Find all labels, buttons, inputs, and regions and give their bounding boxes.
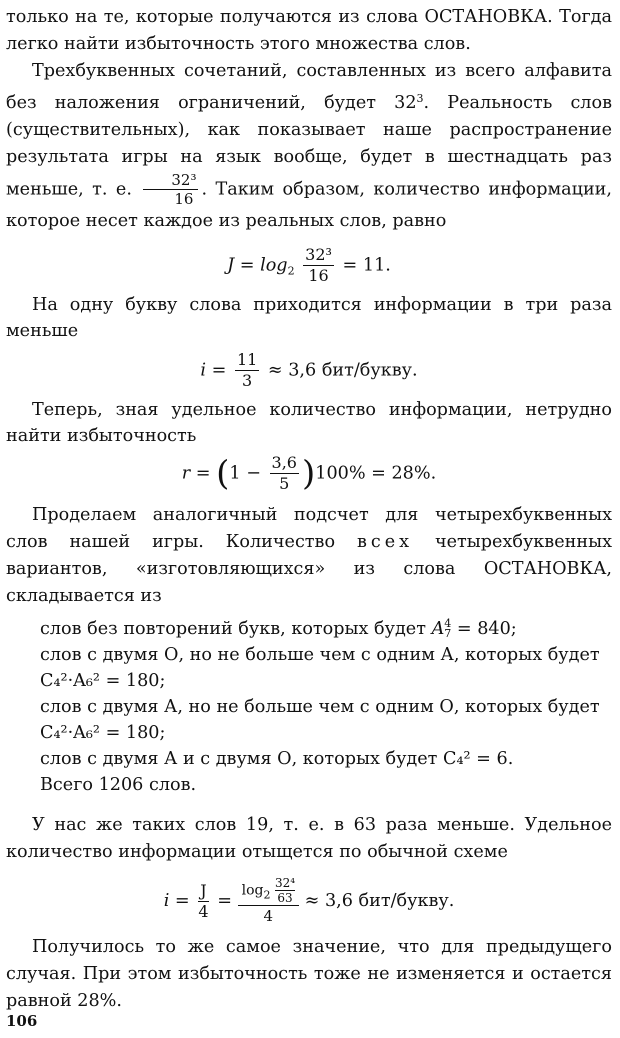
- formula-4-numerator-1: J: [200, 880, 207, 900]
- formula-4-inner-fraction: [275, 876, 295, 905]
- formula-4-inner-denominator: 63: [277, 891, 293, 905]
- formula-4-equals: =: [217, 891, 233, 911]
- formula-2-fraction: [235, 350, 259, 391]
- list-item-4-text: слов с двумя А и с двумя О, которых будет: [40, 749, 438, 769]
- formula-four-letter: [6, 876, 612, 926]
- formula-2-rhs: ≈ 3,6 бит/букву.: [267, 360, 418, 381]
- list-item-1-sup: 4: [444, 617, 452, 630]
- paragraph-7: Получилось то же самое значение, что для предыдущего случая. При этом избыточность тоже не изменяется и остается равной 28%.: [6, 937, 612, 1011]
- formula-4-lhs: i =: [163, 891, 190, 911]
- formula-3-lhs: r =: [181, 463, 211, 484]
- formula-information: [6, 245, 612, 286]
- formula-4-fraction-2: [238, 876, 299, 926]
- formula-1-denominator: 16: [308, 266, 329, 285]
- list-item-3-expr: C₄²·A₆² = 180;: [40, 723, 166, 743]
- variants-list: [6, 616, 612, 798]
- list-item-1-text: слов без повторений букв, которых будет: [40, 619, 426, 639]
- list-item-3-text: слов с двумя А, но не больше чем с одним О, которых будет: [40, 697, 600, 717]
- paragraph-4: Теперь, зная удельное количество информации, нетрудно найти избыточность: [6, 400, 612, 446]
- paragraph-3: На одну букву слова приходится информации в три раза меньше: [6, 295, 612, 341]
- list-item-3: [40, 694, 612, 746]
- cube-exponent: 3: [416, 92, 424, 105]
- formula-1-fraction: [303, 245, 334, 286]
- formula-1-rhs: = 11.: [342, 255, 391, 276]
- list-item-2-expr: C₄²·A₆² = 180;: [40, 671, 166, 691]
- formula-1-numerator: 32³: [305, 245, 332, 264]
- paragraph-5-part-a: Проделаем аналогичный подсчет для четырехбуквенных слов нашей игры. Количество: [6, 505, 612, 552]
- list-item-1-sub: 7: [444, 627, 452, 640]
- paragraph-5: [6, 502, 612, 610]
- formula-4-inner-numerator: 32⁴: [274, 876, 296, 890]
- list-item-5: Всего 1206 слов.: [40, 775, 197, 795]
- formula-4-denominator-2: 4: [263, 907, 274, 925]
- list-item-2-text: слов с двумя О, но не больше чем с одним А, которых будет: [40, 645, 600, 665]
- formula-4-fraction-1: [198, 881, 208, 922]
- formula-4-denominator-1: 4: [198, 901, 209, 921]
- formula-3-one: 1 −: [229, 463, 261, 484]
- formula-1-lhs: J = log: [227, 255, 288, 276]
- inline-fraction-numerator: 32³: [143, 171, 198, 190]
- paragraph-5-part-b: четырехбуквенных вариантов, «изготовляющихся» из слова ОСТАНОВКА, складывается из: [6, 532, 612, 606]
- formula-4-numerator-2: [238, 876, 299, 906]
- page-number: 106: [6, 1012, 38, 1030]
- paragraph-2-part-c: . Таким образом, количество информации, которое несет каждое из реальных слов, равно: [6, 179, 612, 231]
- inline-fraction: [143, 171, 198, 208]
- inline-fraction-denominator: 16: [174, 190, 194, 208]
- formula-2-denominator: 3: [242, 371, 253, 390]
- formula-per-letter: [6, 350, 612, 391]
- formula-2-numerator: 11: [236, 350, 258, 369]
- formula-4-base: 2: [263, 888, 271, 902]
- paragraph-2-part-a: Трехбуквенных сочетаний, составленных из всего алфавита без наложения ограничений, будет 32: [6, 61, 612, 113]
- formula-3-rhs: 100% = 28%.: [315, 463, 437, 484]
- formula-3-fraction: [270, 453, 299, 494]
- list-item-2: [40, 642, 612, 694]
- list-item-4: [40, 746, 612, 772]
- left-paren: (: [216, 453, 230, 494]
- formula-3-numerator: 3,6: [271, 453, 297, 472]
- list-item-4-expr: C₄² = 6.: [443, 749, 514, 769]
- list-item-1-value: = 840;: [456, 619, 517, 639]
- paragraph-2-part-b: . Реальность слов (существительных), как показывает наше распространение результата игры на язык вообще, будет в шестнадцать раз меньше, т. е.: [6, 93, 612, 200]
- list-item-1-symbol: A: [431, 619, 445, 639]
- paragraph-2: [6, 58, 612, 235]
- formula-3-denominator: 5: [279, 474, 290, 493]
- paragraph-6: У нас же таких слов 19, т. е. в 63 раза меньше. Удельное количество информации отыщется по обычной схеме: [6, 815, 612, 862]
- formula-1-base: 2: [287, 264, 295, 278]
- spaced-word: всех: [356, 532, 414, 552]
- formula-4-rhs: ≈ 3,6 бит/букву.: [304, 891, 455, 911]
- right-paren: ): [301, 453, 316, 494]
- list-item-1: [40, 616, 612, 642]
- paragraph-1: только на те, которые получаются из слова ОСТАНОВКА. Тогда легко найти избыточность этого множества слов.: [6, 7, 612, 54]
- formula-4-log: log: [241, 882, 264, 899]
- formula-2-lhs: i =: [200, 360, 227, 381]
- formula-redundancy: [6, 453, 612, 494]
